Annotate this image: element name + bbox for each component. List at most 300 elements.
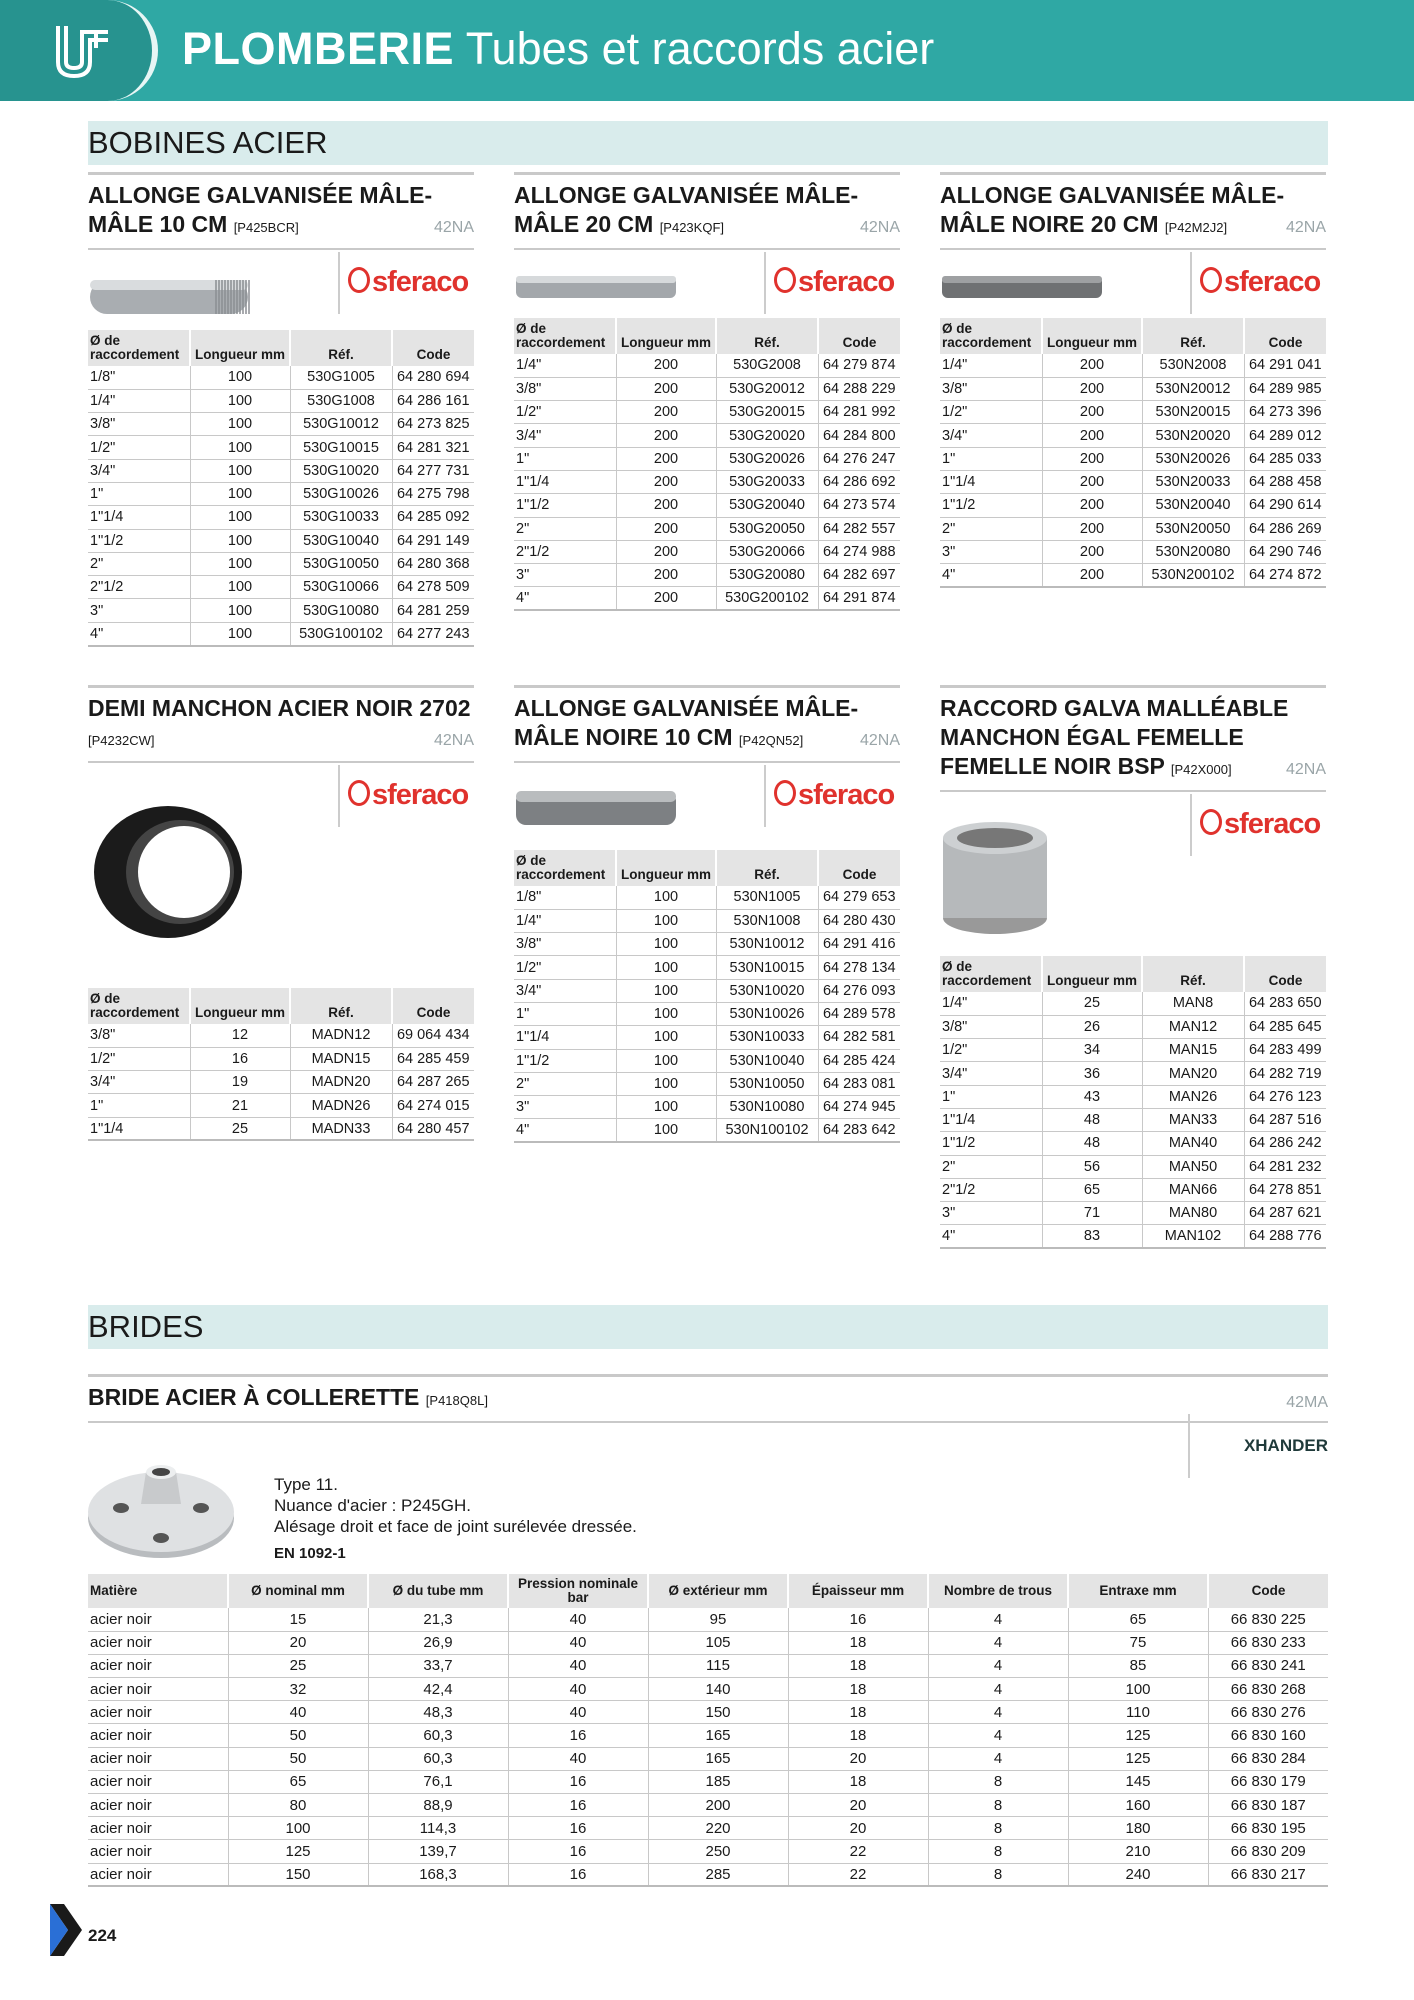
table-cell: 4 bbox=[928, 1631, 1068, 1654]
table-cell: 12 bbox=[190, 1024, 290, 1047]
table-cell: 210 bbox=[1068, 1840, 1208, 1863]
table-cell: 100 bbox=[1068, 1678, 1208, 1701]
table-cell: 125 bbox=[1068, 1724, 1208, 1747]
table-cell: 64 283 081 bbox=[818, 1072, 900, 1095]
table-cell: 200 bbox=[616, 447, 716, 470]
product-title: BRIDE ACIER À COLLERETTE [P418Q8L] 42MA bbox=[88, 1374, 1328, 1423]
table-cell: 530G10020 bbox=[290, 459, 392, 482]
table-cell: 530N200102 bbox=[1142, 564, 1244, 587]
table-cell: 64 279 874 bbox=[818, 354, 900, 377]
table-cell: 140 bbox=[648, 1678, 788, 1701]
table-cell: 4 bbox=[928, 1654, 1068, 1677]
table-cell: 3" bbox=[514, 564, 616, 587]
table-cell: 48 bbox=[1042, 1108, 1142, 1131]
section-title-brides: BRIDES bbox=[88, 1305, 1328, 1349]
table-cell: 105 bbox=[648, 1631, 788, 1654]
col-long: Longueur mm bbox=[1042, 318, 1142, 354]
table-row bbox=[88, 436, 474, 459]
table-cell: 85 bbox=[1068, 1654, 1208, 1677]
bride-table bbox=[88, 1574, 1328, 1887]
table-cell: 530N20040 bbox=[1142, 494, 1244, 517]
table-cell: 1/2" bbox=[88, 1047, 190, 1070]
table-cell: 200 bbox=[616, 587, 716, 610]
table-row bbox=[88, 1608, 1328, 1631]
table-cell: 4" bbox=[940, 564, 1042, 587]
table-cell: 64 291 041 bbox=[1244, 354, 1326, 377]
table-cell: 200 bbox=[1042, 470, 1142, 493]
table-cell: 1"1/2 bbox=[514, 494, 616, 517]
table-cell: 4 bbox=[928, 1747, 1068, 1770]
brand-logo-sferaco: sferaco bbox=[338, 765, 468, 827]
table-cell: 20 bbox=[228, 1631, 368, 1654]
table-cell: 80 bbox=[228, 1794, 368, 1817]
table-cell: 3/4" bbox=[88, 459, 190, 482]
col-code: Code bbox=[818, 850, 900, 886]
table-cell: 18 bbox=[788, 1678, 928, 1701]
table-row bbox=[514, 956, 900, 979]
table-row bbox=[940, 470, 1326, 493]
table-cell: 530N20026 bbox=[1142, 447, 1244, 470]
table-row bbox=[940, 1132, 1326, 1155]
table-cell: 200 bbox=[1042, 424, 1142, 447]
table-cell: 64 274 872 bbox=[1244, 564, 1326, 587]
table-cell: 165 bbox=[648, 1724, 788, 1747]
col-header: Code bbox=[1208, 1574, 1328, 1608]
table-cell: 64 281 992 bbox=[818, 401, 900, 424]
table-cell: 64 281 321 bbox=[392, 436, 474, 459]
table-cell: 64 278 851 bbox=[1244, 1178, 1326, 1201]
bride-description: Type 11. Nuance d'acier : P245GH. Alésage droit et face de joint surélevée dressée. EN 1092-1 bbox=[274, 1475, 637, 1562]
table-cell: 16 bbox=[508, 1863, 648, 1886]
col-diam: Ø de raccordement bbox=[940, 956, 1042, 992]
table-cell: 66 830 284 bbox=[1208, 1747, 1328, 1770]
col-code: Code bbox=[1244, 318, 1326, 354]
table-cell: 3/4" bbox=[940, 424, 1042, 447]
table-cell: 1" bbox=[514, 447, 616, 470]
table-cell: 8 bbox=[928, 1817, 1068, 1840]
col-code: Code bbox=[392, 330, 474, 366]
catalog-code: 42NA bbox=[433, 732, 474, 749]
table-cell: 200 bbox=[616, 494, 716, 517]
table-row bbox=[88, 576, 474, 599]
product-title: ALLONGE GALVANISÉE MÂLE-MÂLE 10 CM [P425BCR] 42NA bbox=[88, 172, 474, 250]
table-row bbox=[88, 552, 474, 575]
table-cell: acier noir bbox=[88, 1701, 228, 1724]
table-cell: 64 280 694 bbox=[392, 366, 474, 389]
table-cell: 1"1/4 bbox=[88, 506, 190, 529]
table-row bbox=[88, 1747, 1328, 1770]
table-cell: 64 287 516 bbox=[1244, 1108, 1326, 1131]
table-cell: 18 bbox=[788, 1654, 928, 1677]
table-cell: MAN102 bbox=[1142, 1225, 1244, 1248]
table-cell: 530N100102 bbox=[716, 1119, 818, 1142]
brand-logo-xhander: XHANDER bbox=[1188, 1414, 1328, 1478]
table-cell: 530G1005 bbox=[290, 366, 392, 389]
table-cell: 64 289 012 bbox=[1244, 424, 1326, 447]
table-cell: 18 bbox=[788, 1631, 928, 1654]
product-image bbox=[940, 272, 1110, 307]
col-header: Ø du tube mm bbox=[368, 1574, 508, 1608]
table-cell: 64 291 416 bbox=[818, 933, 900, 956]
table-cell: 64 282 719 bbox=[1244, 1062, 1326, 1085]
table-cell: 530G20015 bbox=[716, 401, 818, 424]
table-cell: 83 bbox=[1042, 1225, 1142, 1248]
table-cell: 530G10050 bbox=[290, 552, 392, 575]
table-cell: 32 bbox=[228, 1678, 368, 1701]
table-row bbox=[514, 1119, 900, 1142]
table-cell: 100 bbox=[616, 886, 716, 909]
table-cell: 1/4" bbox=[514, 909, 616, 932]
table-cell: acier noir bbox=[88, 1817, 228, 1840]
col-header: Épaisseur mm bbox=[788, 1574, 928, 1608]
table-cell: 200 bbox=[1042, 377, 1142, 400]
table-cell: 40 bbox=[508, 1701, 648, 1724]
table-cell: 16 bbox=[508, 1724, 648, 1747]
brand-logo-sferaco: sferaco bbox=[338, 252, 468, 314]
catalog-code: 42NA bbox=[433, 219, 474, 236]
table-cell: 530N20050 bbox=[1142, 517, 1244, 540]
table-cell: 200 bbox=[616, 401, 716, 424]
table-cell: 530N1008 bbox=[716, 909, 818, 932]
table-cell: 2" bbox=[88, 552, 190, 575]
table-cell: 4" bbox=[514, 1119, 616, 1142]
table-cell: 8 bbox=[928, 1794, 1068, 1817]
col-ref: Réf. bbox=[1142, 318, 1244, 354]
table-cell: 1" bbox=[88, 482, 190, 505]
table-cell: 1"1/4 bbox=[940, 1108, 1042, 1131]
table-cell: 18 bbox=[788, 1770, 928, 1793]
table-cell: 530N2008 bbox=[1142, 354, 1244, 377]
table-cell: 100 bbox=[190, 482, 290, 505]
table-cell: 16 bbox=[508, 1840, 648, 1863]
table-cell: 64 286 269 bbox=[1244, 517, 1326, 540]
catalog-code: 42NA bbox=[1285, 219, 1326, 236]
table-row bbox=[88, 1117, 474, 1140]
table-cell: 530G20012 bbox=[716, 377, 818, 400]
table-cell: 530N10026 bbox=[716, 1002, 818, 1025]
table-row bbox=[514, 447, 900, 470]
table-cell: 40 bbox=[508, 1631, 648, 1654]
table-cell: 19 bbox=[190, 1071, 290, 1094]
table-row bbox=[88, 622, 474, 645]
table-cell: 220 bbox=[648, 1817, 788, 1840]
table-cell: 200 bbox=[616, 540, 716, 563]
table-cell: 110 bbox=[1068, 1701, 1208, 1724]
page-footer bbox=[50, 1904, 200, 1964]
table-cell: 8 bbox=[928, 1863, 1068, 1886]
table-cell: 100 bbox=[190, 366, 290, 389]
product-title: ALLONGE GALVANISÉE MÂLE-MÂLE 20 CM [P423KQF] 42NA bbox=[514, 172, 900, 250]
table-row bbox=[88, 1631, 1328, 1654]
table-row bbox=[514, 979, 900, 1002]
table-cell: 530N20012 bbox=[1142, 377, 1244, 400]
table-cell: acier noir bbox=[88, 1840, 228, 1863]
table-row bbox=[940, 1225, 1326, 1248]
table-cell: 530N10080 bbox=[716, 1096, 818, 1119]
table-cell: 1/2" bbox=[940, 1039, 1042, 1062]
catalog-code: 42NA bbox=[1285, 761, 1326, 778]
table-cell: MAN20 bbox=[1142, 1062, 1244, 1085]
table-cell: 160 bbox=[1068, 1794, 1208, 1817]
table-cell: 3" bbox=[940, 540, 1042, 563]
col-header: Matière bbox=[88, 1574, 228, 1608]
table-cell: MADN33 bbox=[290, 1117, 392, 1140]
table-cell: 66 830 268 bbox=[1208, 1678, 1328, 1701]
table-cell: 1"1/2 bbox=[514, 1049, 616, 1072]
table-cell: 64 288 458 bbox=[1244, 470, 1326, 493]
table-cell: 1/4" bbox=[88, 389, 190, 412]
product-table bbox=[940, 956, 1326, 1249]
table-cell: 64 283 642 bbox=[818, 1119, 900, 1142]
table-cell: 25 bbox=[1042, 992, 1142, 1015]
table-row bbox=[940, 1015, 1326, 1038]
table-cell: 48,3 bbox=[368, 1701, 508, 1724]
table-cell: 64 289 578 bbox=[818, 1002, 900, 1025]
brand-logo-sferaco: sferaco bbox=[1190, 794, 1320, 856]
product-table bbox=[514, 318, 900, 611]
table-row bbox=[940, 992, 1326, 1015]
table-cell: 88,9 bbox=[368, 1794, 508, 1817]
table-row bbox=[940, 1178, 1326, 1201]
table-cell: 1/4" bbox=[940, 992, 1042, 1015]
table-cell: 200 bbox=[1042, 517, 1142, 540]
product-card bbox=[88, 172, 474, 642]
table-cell: 200 bbox=[616, 517, 716, 540]
col-ref: Réf. bbox=[716, 318, 818, 354]
table-cell: 100 bbox=[190, 529, 290, 552]
product-card bbox=[514, 172, 900, 607]
table-row bbox=[940, 1108, 1326, 1131]
table-cell: 2" bbox=[514, 1072, 616, 1095]
table-cell: 66 830 160 bbox=[1208, 1724, 1328, 1747]
product-title: DEMI MANCHON ACIER NOIR 2702 [P4232CW] 42NA bbox=[88, 685, 474, 763]
table-cell: 530N10015 bbox=[716, 956, 818, 979]
table-cell: 530N20080 bbox=[1142, 540, 1244, 563]
table-row bbox=[88, 1724, 1328, 1747]
col-ref: Réf. bbox=[290, 330, 392, 366]
table-cell: 64 285 092 bbox=[392, 506, 474, 529]
table-cell: 100 bbox=[190, 436, 290, 459]
table-row bbox=[88, 459, 474, 482]
table-cell: 530N10020 bbox=[716, 979, 818, 1002]
table-cell: 20 bbox=[788, 1794, 928, 1817]
table-cell: 530G10080 bbox=[290, 599, 392, 622]
table-cell: 64 291 874 bbox=[818, 587, 900, 610]
table-cell: 60,3 bbox=[368, 1724, 508, 1747]
table-row bbox=[514, 1049, 900, 1072]
col-diam: Ø de raccordement bbox=[88, 988, 190, 1024]
table-cell: 100 bbox=[190, 576, 290, 599]
table-row bbox=[88, 1678, 1328, 1701]
table-cell: 65 bbox=[1042, 1178, 1142, 1201]
table-row bbox=[88, 506, 474, 529]
table-row bbox=[514, 424, 900, 447]
brand-logo-sferaco: sferaco bbox=[764, 252, 894, 314]
col-header: Pression nominale bar bbox=[508, 1574, 648, 1608]
table-cell: 100 bbox=[616, 933, 716, 956]
table-cell: 200 bbox=[1042, 564, 1142, 587]
table-cell: 64 274 015 bbox=[392, 1094, 474, 1117]
table-cell: 64 273 574 bbox=[818, 494, 900, 517]
table-row bbox=[514, 1072, 900, 1095]
table-cell: 1/8" bbox=[514, 886, 616, 909]
table-cell: 2" bbox=[940, 1155, 1042, 1178]
col-diam: Ø de raccordement bbox=[940, 318, 1042, 354]
table-cell: 100 bbox=[190, 413, 290, 436]
table-cell: 64 286 161 bbox=[392, 389, 474, 412]
table-cell: 64 275 798 bbox=[392, 482, 474, 505]
table-cell: 530G100102 bbox=[290, 622, 392, 645]
table-row bbox=[88, 389, 474, 412]
table-cell: 64 274 988 bbox=[818, 540, 900, 563]
table-cell: 1/4" bbox=[940, 354, 1042, 377]
table-cell: MAN66 bbox=[1142, 1178, 1244, 1201]
table-cell: 100 bbox=[616, 1049, 716, 1072]
page-title: PLOMBERIE Tubes et raccords acier bbox=[182, 23, 935, 74]
table-cell: 125 bbox=[1068, 1747, 1208, 1770]
product-table bbox=[88, 988, 474, 1141]
table-cell: acier noir bbox=[88, 1863, 228, 1886]
table-cell: 48 bbox=[1042, 1132, 1142, 1155]
col-code: Code bbox=[392, 988, 474, 1024]
table-cell: acier noir bbox=[88, 1770, 228, 1793]
table-cell: 100 bbox=[616, 1096, 716, 1119]
table-cell: 50 bbox=[228, 1747, 368, 1770]
table-cell: 4" bbox=[514, 587, 616, 610]
table-cell: 1"1/4 bbox=[88, 1117, 190, 1140]
table-cell: 1/2" bbox=[514, 956, 616, 979]
table-cell: 200 bbox=[1042, 354, 1142, 377]
product-card bbox=[88, 685, 474, 1137]
table-row bbox=[88, 482, 474, 505]
table-cell: 3/8" bbox=[940, 1015, 1042, 1038]
table-cell: 530G1008 bbox=[290, 389, 392, 412]
col-header: Nombre de trous bbox=[928, 1574, 1068, 1608]
table-cell: 66 830 209 bbox=[1208, 1840, 1328, 1863]
table-cell: 64 277 731 bbox=[392, 459, 474, 482]
table-cell: 65 bbox=[228, 1770, 368, 1793]
table-cell: 64 282 557 bbox=[818, 517, 900, 540]
table-cell: 165 bbox=[648, 1747, 788, 1770]
table-cell: 530G200102 bbox=[716, 587, 818, 610]
table-cell: 22 bbox=[788, 1840, 928, 1863]
table-row bbox=[940, 1039, 1326, 1062]
table-cell: 64 281 232 bbox=[1244, 1155, 1326, 1178]
table-cell: 530G10015 bbox=[290, 436, 392, 459]
table-cell: 64 273 825 bbox=[392, 413, 474, 436]
table-cell: 64 285 645 bbox=[1244, 1015, 1326, 1038]
product-title: RACCORD GALVA MALLÉABLE MANCHON ÉGAL FEMELLE FEMELLE NOIR BSP [P42X000] 42NA bbox=[940, 685, 1326, 792]
col-header: Entraxe mm bbox=[1068, 1574, 1208, 1608]
table-cell: 3/8" bbox=[940, 377, 1042, 400]
table-cell: 1" bbox=[940, 447, 1042, 470]
table-cell: 64 289 985 bbox=[1244, 377, 1326, 400]
table-cell: 1" bbox=[940, 1085, 1042, 1108]
table-row bbox=[940, 377, 1326, 400]
table-row bbox=[940, 424, 1326, 447]
table-cell: 200 bbox=[616, 470, 716, 493]
table-cell: 530N1005 bbox=[716, 886, 818, 909]
table-cell: MAN26 bbox=[1142, 1085, 1244, 1108]
category-badge bbox=[0, 0, 158, 101]
table-cell: 66 830 179 bbox=[1208, 1770, 1328, 1793]
table-cell: 8 bbox=[928, 1840, 1068, 1863]
col-long: Longueur mm bbox=[1042, 956, 1142, 992]
table-cell: 4" bbox=[88, 622, 190, 645]
brand-logo-sferaco: sferaco bbox=[1190, 252, 1320, 314]
table-cell: 180 bbox=[1068, 1817, 1208, 1840]
table-cell: 100 bbox=[190, 389, 290, 412]
table-cell: 16 bbox=[788, 1608, 928, 1631]
product-table bbox=[88, 330, 474, 647]
table-cell: 139,7 bbox=[368, 1840, 508, 1863]
table-cell: 1"1/4 bbox=[940, 470, 1042, 493]
table-cell: 530G10040 bbox=[290, 529, 392, 552]
table-cell: 530N20020 bbox=[1142, 424, 1244, 447]
table-cell: 64 279 653 bbox=[818, 886, 900, 909]
product-image bbox=[514, 785, 684, 834]
col-header: Ø extérieur mm bbox=[648, 1574, 788, 1608]
table-cell: 1/4" bbox=[514, 354, 616, 377]
table-cell: 200 bbox=[1042, 401, 1142, 424]
table-cell: 22 bbox=[788, 1863, 928, 1886]
table-cell: 60,3 bbox=[368, 1747, 508, 1770]
table-row bbox=[514, 1096, 900, 1119]
table-cell: 200 bbox=[616, 354, 716, 377]
table-cell: 64 285 459 bbox=[392, 1047, 474, 1070]
table-cell: acier noir bbox=[88, 1794, 228, 1817]
catalog-code: 42NA bbox=[859, 732, 900, 749]
table-row bbox=[514, 909, 900, 932]
table-cell: 16 bbox=[508, 1794, 648, 1817]
table-row bbox=[88, 1817, 1328, 1840]
product-image bbox=[88, 270, 258, 325]
table-cell: 64 277 243 bbox=[392, 622, 474, 645]
table-row bbox=[88, 1840, 1328, 1863]
table-cell: 3/8" bbox=[88, 1024, 190, 1047]
table-cell: 100 bbox=[616, 1002, 716, 1025]
table-row bbox=[514, 470, 900, 493]
table-cell: 100 bbox=[616, 1072, 716, 1095]
table-cell: 18 bbox=[788, 1724, 928, 1747]
table-cell: 40 bbox=[228, 1701, 368, 1724]
table-cell: 64 276 093 bbox=[818, 979, 900, 1002]
table-cell: 200 bbox=[616, 377, 716, 400]
table-cell: 100 bbox=[228, 1817, 368, 1840]
table-row bbox=[88, 1863, 1328, 1886]
table-cell: 2"1/2 bbox=[514, 540, 616, 563]
table-cell: 3/8" bbox=[88, 413, 190, 436]
table-cell: 200 bbox=[1042, 540, 1142, 563]
table-cell: 4 bbox=[928, 1701, 1068, 1724]
table-row bbox=[88, 1654, 1328, 1677]
table-row bbox=[88, 529, 474, 552]
table-cell: 64 282 697 bbox=[818, 564, 900, 587]
table-cell: 64 276 123 bbox=[1244, 1085, 1326, 1108]
table-cell: 115 bbox=[648, 1654, 788, 1677]
table-cell: 64 280 457 bbox=[392, 1117, 474, 1140]
table-cell: 40 bbox=[508, 1747, 648, 1770]
col-long: Longueur mm bbox=[616, 318, 716, 354]
table-cell: 530G10026 bbox=[290, 482, 392, 505]
table-cell: 4 bbox=[928, 1678, 1068, 1701]
col-diam: Ø de raccordement bbox=[88, 330, 190, 366]
product-title: ALLONGE GALVANISÉE MÂLE-MÂLE NOIRE 10 CM [P42QN52] 42NA bbox=[514, 685, 900, 763]
table-cell: 64 287 265 bbox=[392, 1071, 474, 1094]
table-cell: MAN8 bbox=[1142, 992, 1244, 1015]
table-cell: 530G20026 bbox=[716, 447, 818, 470]
table-cell: 4" bbox=[940, 1225, 1042, 1248]
